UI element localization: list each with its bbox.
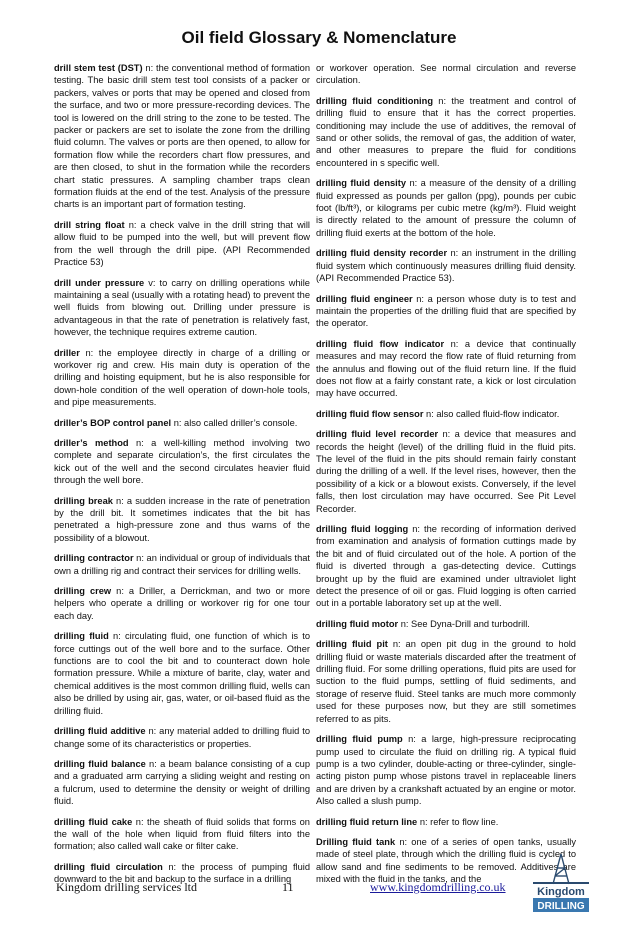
glossary-term: drilling fluid circulation <box>54 861 163 872</box>
glossary-definition: n: a person whose duty is to test and maintain the properties of the drilling fluid that are specified by the operator. <box>316 293 576 329</box>
glossary-definition: n: circulating fluid, one function of which is to force cuttings out of the well bore and to the surface. Other functions are to cool the bit and to counteract down hole formation pressure. While a mixture of barite, clay, water and chemical additives is the most common drilling fluid, wells can also be drilled by using air, gas, water, or oil-based fluid as the drilling fluid. <box>54 631 310 716</box>
glossary-definition: n: a check valve in the drill string that will allow fluid to be pumped into the well, but will prevent flow from the well through the drill pipe. (API Recommended Practice 53) <box>54 219 310 268</box>
glossary-entry <box>316 338 576 400</box>
glossary-term: drill stem test (DST) <box>54 63 143 73</box>
glossary-term: Drilling fluid tank <box>316 836 396 847</box>
glossary-definition: n: a device that continually measures and may record the flow rate of fluid returning from the annulus and flowing out of the fluid return line. If the fluid does not flow at a fairly constant rate, a kick or lost circulation may have occurred. <box>316 338 577 399</box>
glossary-term: drilling fluid return line <box>316 816 418 827</box>
glossary-term: drilling fluid cake <box>54 816 133 827</box>
footer-company: Kingdom drilling services ltd <box>56 880 197 894</box>
glossary-term: drilling crew <box>54 586 112 597</box>
glossary-entry <box>54 62 310 211</box>
glossary-definition: n: a sudden increase in the rate of penetration by the drill bit. It sometimes indicates that the bit has penetrated a high-pressure zone and thus warns of the possibility of a blowout. <box>54 495 310 543</box>
glossary-entry <box>316 177 576 239</box>
glossary-entry <box>54 758 310 808</box>
glossary-term: driller <box>54 347 80 358</box>
glossary-entry <box>54 725 310 750</box>
glossary-entry <box>54 347 310 409</box>
glossary-term: drilling fluid pump <box>316 734 403 745</box>
glossary-entry <box>54 495 310 545</box>
glossary-entry <box>316 293 576 330</box>
glossary-definition: n: the sheath of fluid solids that forms on the wall of the hole when liquid from fluid filters into the formation; also called wall cake or filter cake. <box>54 816 310 852</box>
glossary-term: driller’s BOP control panel <box>54 417 172 428</box>
glossary-definition: n: See Dyna-Drill and turbodrill. <box>398 618 530 629</box>
glossary-definition: n: the treatment and control of drilling fluid to ensure that it has the correct properties. conditioning may include the use of additives, the removal of sand or other solids, the removal of gas, the addition of water, and other measures to prepare the fluid for conditions encountered in s specific well. <box>316 95 576 168</box>
glossary-definition: n: one of a series of open tanks, usually made of steel plate, through which the drilling fluid is cycled to allow sand and fine sediments to be removed. Additives are mixed with the fluid in the tanks, and the <box>316 836 576 885</box>
glossary-definition: n: the process of pumping fluid downward to the bit and backup to the surface in a drilling <box>54 861 310 885</box>
glossary-definition: n: an open pit dug in the ground to hold drilling fluid or waste materials discarded after the treatment of drilling fluid. For some drilling operations, fluid pits are used for suction to the fluid pumps, settling of fluid sediments, and storage of reserve fluid. Steel tanks are much more commonly used for these purposes now, but they are still sometimes referred to as pits. <box>316 639 576 724</box>
glossary-entry <box>54 585 310 622</box>
glossary-entry <box>316 638 576 725</box>
website-link[interactable]: www.kingdomdrilling.co.uk <box>370 880 506 894</box>
derrick-icon <box>553 854 569 884</box>
glossary-term: drilling fluid logging <box>316 524 409 534</box>
glossary-entry <box>54 417 310 429</box>
glossary-definition: n: the employee directly in charge of a drilling or workover rig and crew. His main duty is operation of the drilling and hoisting equipment, but he is also responsible for down-hole condition of the well operation of down-hole tools, and pipe measurements. <box>54 347 310 408</box>
right-column <box>316 62 576 894</box>
glossary-definition: n: a measure of the density of a drilling fluid expressed as pounds per gallon (ppg), pounds per cubic foot (lb/ft³), or kilograms per cubic metre (kg/m³). Fluid weight is directly related to the amount of pressure the column of drilling fluid exerts at the bottom of the hole. <box>316 178 576 238</box>
glossary-definition: n: a Driller, a Derrickman, and two or more helpers who operate a drilling or workover rig for one tour each day. <box>54 586 311 621</box>
glossary-term: drilling fluid flow sensor <box>316 408 424 419</box>
glossary-definition: v: to carry on drilling operations while maintaining a seal (usually with a rotating head) to prevent the well fluids from blowing out. Drilling under pressure is advantageous in that the rate of penetration is relatively fast, however, the technique requires extreme caution. <box>54 277 310 338</box>
glossary-entry <box>316 62 576 87</box>
glossary-entry <box>316 408 576 420</box>
glossary-definition: n: a large, high-pressure reciprocating pump used to circulate the fluid on drilling rig. A typical fluid pump is a two cylinder, double-acting or three-cylinder, single-acting piston pump whose pistons travel in replaceable liners and are driven by a crankshaft actuated by an engine or motor. Also called a slush pump. <box>316 734 576 807</box>
glossary-entry <box>54 816 310 853</box>
page-number: 11 <box>282 880 294 894</box>
glossary-term: drilling fluid <box>54 631 109 642</box>
glossary-definition: n: a device that measures and records the height (level) of the drilling fluid in the fluid pits. The level of the fluid in the pits should remain fairly constant during the drilling of a well. If the level rises, however, then the possibility of a kick or a blowout exists. Conversely, if the level falls, then lost circulation may have occurred. See Pit Level Recorder. <box>316 429 576 514</box>
glossary-entry <box>316 247 576 284</box>
glossary-term: drilling fluid engineer <box>316 293 413 304</box>
glossary-definition: n: an individual or group of individuals that own a drilling rig and contract their services for drilling wells. <box>54 553 310 576</box>
logo-text-bottom: DRILLING <box>537 901 585 912</box>
logo-text-top: Kingdom <box>537 886 585 898</box>
glossary-term: drilling fluid level recorder <box>316 429 439 440</box>
glossary-entry <box>316 428 576 515</box>
glossary-term: drilling contractor <box>54 553 134 564</box>
glossary-entry <box>54 437 310 487</box>
glossary-definition: n: refer to flow line. <box>417 816 499 827</box>
glossary-term: drilling fluid flow indicator <box>316 338 445 349</box>
glossary-entry <box>316 523 576 610</box>
glossary-definition: n: the conventional method of formation testing. The basic drill stem test tool consists of a packer or packers, valves or ports that may be opened and closed from the surface, and two or more pressure-recording devices. The tool is lowered on the drill string to the zone to be tested. The packer or packers are set to isolate the zone from the drilling fluid column. The valves or ports are then opened, to allow for formation flow while the recorders chart flow pressures, and are then closed, to shut in the formation while the recorders chart static pressures. A sampling chamber traps clean formation fluids at the end of the test. Analysis of the pressure charts is an important part of formation testing. <box>54 63 310 210</box>
left-column <box>54 62 310 894</box>
glossary-entry <box>316 618 576 630</box>
glossary-term: drilling break <box>54 495 113 506</box>
page-title: Oil field Glossary & Nomenclature <box>181 28 457 47</box>
glossary-definition: n: the recording of information derived from examination and analysis of formation cuttings made by the bit and of fluid circulated out of the hole. A portion of the fluid is diverted through a gas-detecting device. Cuttings brought up by the fluid are examined under ultraviolet light detect the presence of oil or gas. Fluid logging is often carried out in a portable laboratory set up at the well. <box>316 524 577 609</box>
glossary-entry <box>316 816 576 828</box>
glossary-term: drilling fluid pit <box>316 639 388 650</box>
glossary-entry <box>54 219 310 269</box>
glossary-term: drilling fluid conditioning <box>316 95 433 106</box>
glossary-definition: n: also called fluid-flow indicator. <box>423 408 560 419</box>
glossary-term: drilling fluid motor <box>316 618 399 629</box>
glossary-entry <box>316 95 576 169</box>
glossary-term: drilling fluid balance <box>54 758 146 769</box>
glossary-definition: or workover operation. See normal circulation and reverse circulation. <box>316 63 576 86</box>
glossary-term: drilling fluid additive <box>54 726 146 737</box>
glossary-term: drilling fluid density recorder <box>316 248 448 259</box>
glossary-entry <box>316 733 576 807</box>
glossary-definition: n: an instrument in the drilling fluid system which continuously measures drilling fluid density. (API Recommended Practice 53). <box>316 248 576 284</box>
glossary-term: drill string float <box>54 219 125 230</box>
glossary-term: drill under pressure <box>54 277 145 288</box>
glossary-definition: n: any material added to drilling fluid to change some of its characteristics or properties. <box>54 726 310 749</box>
glossary-term: drilling fluid density <box>316 178 407 189</box>
glossary-entry <box>54 277 310 339</box>
glossary-definition: n: a well-killing method involving two complete and separate circulation’s, the first circulates the kick out of the well and the second circulates heavier fluid through the well bore. <box>54 437 310 486</box>
glossary-entry <box>54 630 310 717</box>
glossary-term: driller’s method <box>54 437 129 448</box>
glossary-definition: n: also called driller’s console. <box>171 417 298 428</box>
glossary-definition: n: a beam balance consisting of a cup and a graduated arm carrying a sliding weight and resting on a fulcrum, used to determine the density or weight of drilling fluid. <box>54 758 310 807</box>
glossary-entry <box>54 552 310 577</box>
kingdom-drilling-logo <box>531 852 591 914</box>
